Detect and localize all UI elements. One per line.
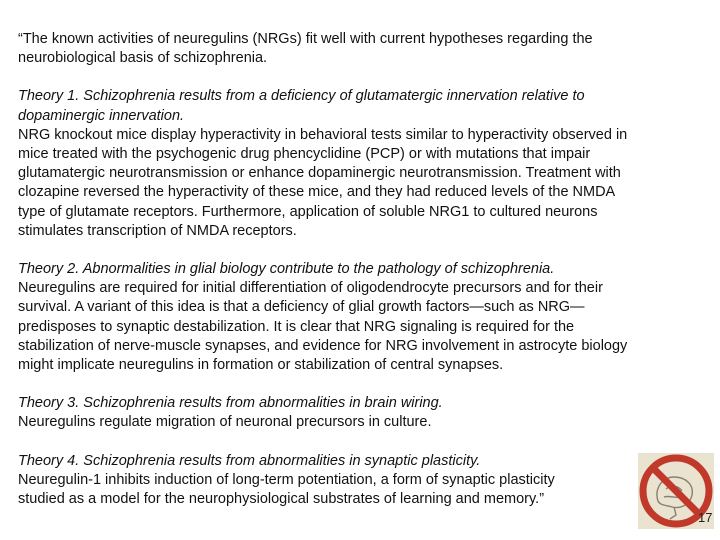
theory-1-body-line: clozapine reversed the hyperactivity of these mice, and they had reduced levels of the NMDA: [18, 184, 616, 201]
theory-1-body-line: NRG knockout mice display hyperactivity in behavioral tests similar to hyperactivity observed in: [18, 126, 628, 143]
theory-1-body-line: type of glutamate receptors. Furthermore, application of soluble NRG1 to cultured neurons: [18, 203, 598, 220]
page-number: 17: [698, 510, 713, 525]
theory-1-body-line: glutamatergic neurotransmission or enhance dopaminergic neurotransmission. Treatment with: [18, 165, 621, 182]
theory-2: [18, 260, 698, 375]
theory-3-title: Theory 3. Schizophrenia results from abnormalities in brain wiring.: [18, 395, 443, 412]
theory-4: [18, 452, 698, 510]
theory-1-title: Theory 1. Schizophrenia results from a deficiency of glutamatergic innervation relative to: [18, 88, 585, 105]
intro-paragraph: [18, 30, 698, 68]
intro-line: neurobiological basis of schizophrenia.: [18, 50, 268, 67]
theory-1-title: dopaminergic innervation.: [18, 107, 185, 124]
theory-4-body-line: Neuregulin-1 inhibits induction of long-term potentiation, a form of synaptic plasticity: [18, 471, 555, 488]
theory-1-body-line: mice treated with the psychogenic drug phencyclidine (PCP) or with mutations that impair: [18, 146, 591, 163]
theory-2-body-line: predisposes to synaptic destabilization. It is clear that NRG signaling is required for the: [18, 318, 575, 335]
theory-2-body-line: stabilization of nerve-muscle synapses, and evidence for NRG involvement in astrocyte biology: [18, 337, 628, 354]
theory-3: [18, 394, 698, 432]
theory-4-body-line: studied as a model for the neurophysiological substrates of learning and memory.”: [18, 491, 545, 508]
theory-2-title: Theory 2. Abnormalities in glial biology contribute to the pathology of schizophrenia.: [18, 261, 555, 278]
theory-2-body-line: might implicate neuregulins in formation or stabilization of central synapses.: [18, 357, 504, 374]
theory-1-body-line: stimulates transcription of NMDA receptors.: [18, 222, 297, 239]
theory-2-body-line: survival. A variant of this idea is that a deficiency of glial growth factors—such as NRG—: [18, 299, 585, 316]
theory-4-title: Theory 4. Schizophrenia results from abnormalities in synaptic plasticity.: [18, 452, 481, 469]
theory-3-body-line: Neuregulins regulate migration of neuronal precursors in culture.: [18, 414, 432, 431]
slide-content: [18, 30, 698, 528]
intro-line: “The known activities of neuregulins (NRGs) fit well with current hypotheses regarding the: [18, 31, 593, 47]
theory-2-body-line: Neuregulins are required for initial differentiation of oligodendrocyte precursors and for their: [18, 280, 603, 297]
theory-1: [18, 87, 698, 241]
